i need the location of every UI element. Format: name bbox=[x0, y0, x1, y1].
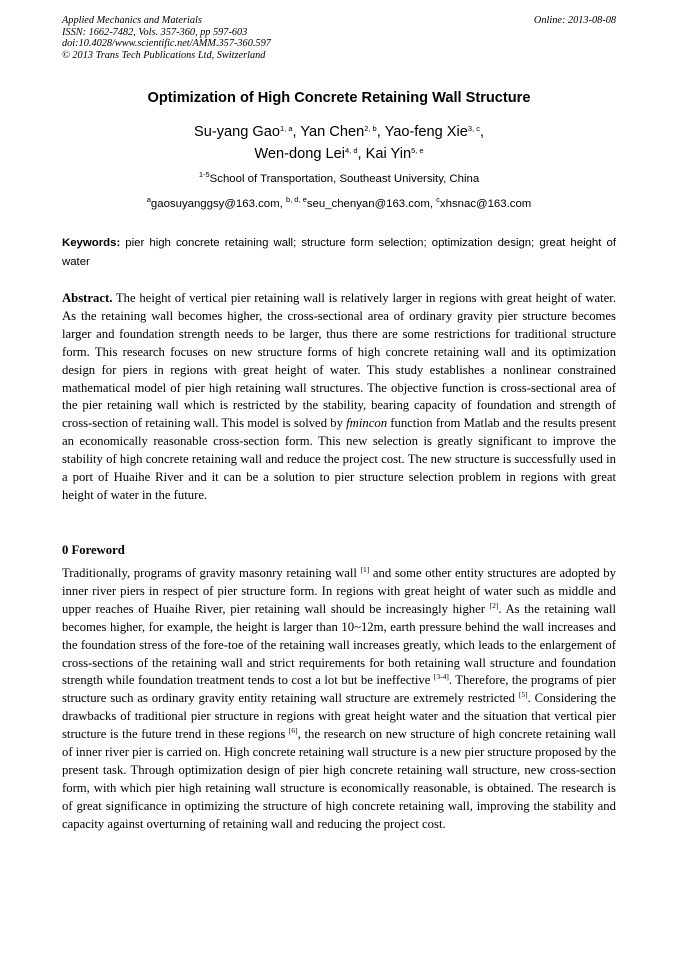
author-name: Su-yang Gao bbox=[193, 124, 280, 140]
author-name: Kai Yin bbox=[365, 146, 412, 162]
email-list bbox=[62, 196, 616, 212]
abstract-text: The height of vertical pier retaining wall is relatively larger in regions with great height of water. As the retaining wall becomes higher, the cross-sectional area of ordinary gravity pier structure becomes larger and foundation strength needs to be larger, thus there are some restrictions for traditional structure form. This research focuses on new structure forms of high concrete retaining wall and its optimization design for piers in regions with great height of water. This study establishes a nonlinear constrained mathematical model of pier high retaining wall structures. The objective function is cross-sectional area of the pier retaining wall which is restricted by the stability, bearing capacity of foundation and strength of cross-section of retaining wall. This model is solved by bbox=[62, 291, 616, 431]
author-separator: , bbox=[357, 146, 366, 162]
journal-name: Applied Mechanics and Materials bbox=[62, 15, 202, 26]
issn-line: ISSN: 1662-7482, Vols. 357-360, pp 597-603 bbox=[62, 26, 248, 38]
author-affiliation-mark: 5, e bbox=[411, 146, 424, 155]
paper-title: Optimization of High Concrete Retaining Wall Structure bbox=[147, 90, 531, 106]
author-affiliation-mark: 1, a bbox=[279, 124, 293, 133]
author-affiliation-mark: 2, b bbox=[364, 124, 377, 133]
keywords bbox=[62, 234, 616, 272]
email-text: seu_chenyan@163.com, bbox=[306, 198, 437, 210]
affiliation-text: School of Transportation, Southeast University, China bbox=[209, 173, 480, 185]
author-name: Wen-dong Lei bbox=[254, 146, 346, 162]
body-text: and some other entity structures are adopted by inner river piers in respect of pier structure form. In regions with great height of water such as middle and upper reaches of Huaihe River, pier retaining wall should be increasingly higher bbox=[62, 566, 616, 616]
doi-line: doi:10.4028/www.scientific.net/AMM.357-360.597 bbox=[62, 38, 271, 50]
affiliation-mark: 1-5 bbox=[198, 170, 210, 179]
citation-mark: [1] bbox=[360, 565, 370, 574]
abstract-label: Abstract. bbox=[62, 291, 113, 305]
journal-header bbox=[62, 15, 616, 61]
copyright-line: © 2013 Trans Tech Publications Ltd, Switzerland bbox=[62, 49, 266, 61]
keywords-label: Keywords: bbox=[62, 237, 121, 249]
section-body bbox=[62, 565, 616, 834]
author-affiliation-mark: 4, d bbox=[345, 146, 358, 155]
citation-mark: [3-4] bbox=[433, 672, 449, 682]
author-affiliation-mark: 3, c bbox=[467, 124, 480, 133]
body-text: , the research on new structure of high concrete retaining wall of inner river pier is carried on. High concrete retaining wall structure is a new pier structure proposed by the present task. Through optimization design of pier high concrete retaining wall structure, new cross-section form, with which pier high retaining wall structure is economically reasonable, is obtained. The research is of great significance in optimizing the structure of high concrete retaining wall, improving the stability and capacity against overturning of retaining wall and reducing the project cost. bbox=[62, 727, 616, 831]
body-text: Traditionally, programs of gravity masonry retaining wall bbox=[62, 566, 361, 580]
abstract-function-name: fmincon bbox=[346, 416, 388, 431]
section-heading: 0 Foreword bbox=[62, 543, 125, 557]
author-separator: , bbox=[376, 124, 385, 140]
email-mark: a bbox=[146, 195, 151, 204]
abstract bbox=[62, 290, 616, 505]
body-text: . As the retaining wall becomes higher, for example, the height is larger than 10~12m, earth pressure behind the wall increases and the foundation stress of the fore-toe of the retaining wall increases greatly, which leads to the enlargement of cross-sections of the retaining wall and strict requirements for both retaining wall structure and foundation strength while foundation treatment tends to cost a lot but be ineffective bbox=[62, 601, 616, 688]
affiliation bbox=[62, 171, 616, 187]
email-mark: b, d, e bbox=[285, 195, 307, 204]
author-separator: , bbox=[479, 124, 485, 140]
author-name: Yao-feng Xie bbox=[384, 124, 468, 140]
author-list bbox=[62, 121, 616, 165]
email-mark: c bbox=[436, 195, 440, 204]
author-separator: , bbox=[292, 124, 301, 140]
body-text: . Considering the drawbacks of traditional pier structure in regions with great height water and the situation that vertical pier structure is the future trend in these regions bbox=[62, 691, 617, 742]
author-name: Yan Chen bbox=[300, 124, 365, 140]
keywords-text: pier high concrete retaining wall; structure form selection; optimization design; great height of water bbox=[62, 237, 616, 268]
online-date: Online: 2013-08-08 bbox=[533, 15, 616, 26]
body-text: . Therefore, the programs of pier structure such as ordinary gravity entity retaining wall structure are extremely restricted bbox=[62, 673, 616, 706]
citation-mark: [2] bbox=[489, 600, 499, 610]
citation-mark: [6] bbox=[288, 726, 298, 736]
email-text: gaosuyanggsy@163.com, bbox=[150, 198, 286, 210]
citation-mark: [5] bbox=[518, 690, 528, 700]
email-text: xhsnac@163.com bbox=[439, 198, 532, 210]
abstract-text: function from Matlab and the results present an economically reasonable cross-section form. This new selection is greatly significant to improve the stability of high concrete retaining wall and reduce the project cost. The new structure is successfully used in a port of Huaihe River and it can be a solution to pier structure selection problem in regions with great height of water in the future. bbox=[62, 416, 617, 502]
